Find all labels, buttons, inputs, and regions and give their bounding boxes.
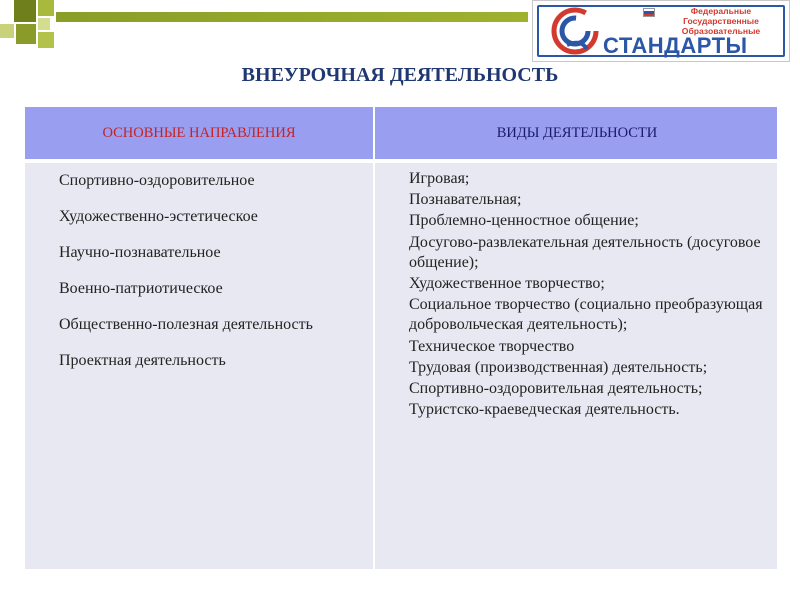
- activity-item: [383, 233, 773, 273]
- bullet-marker: [383, 379, 409, 399]
- bullet-marker: [383, 211, 409, 231]
- header-directions: ОСНОВНЫЕ НАПРАВЛЕНИЯ: [102, 125, 296, 141]
- activity-item: [383, 169, 773, 189]
- direction-item: [33, 205, 367, 229]
- activity-text: Познавательная;: [409, 191, 522, 209]
- bullet-marker: [383, 169, 409, 189]
- activities-table: [24, 106, 778, 570]
- direction-item: [33, 277, 367, 301]
- activity-text: Туристско-краеведческая деятельность.: [409, 401, 680, 419]
- bullet-marker: [383, 274, 409, 294]
- bullet-marker: [33, 349, 53, 373]
- bullet-marker: [33, 241, 53, 265]
- header-activities: ВИДЫ ДЕЯТЕЛЬНОСТИ: [496, 125, 658, 141]
- direction-item: [33, 169, 367, 193]
- fgos-emblem-icon: [551, 5, 599, 57]
- bullet-marker: [383, 337, 409, 357]
- logo-wordmark: СТАНДАРТЫ: [603, 33, 748, 58]
- activity-item: [383, 358, 773, 378]
- logo-line-2: Государственные: [683, 16, 759, 26]
- logo-line-3: Образовательные: [681, 26, 761, 36]
- direction-text: Научно-познавательное: [59, 244, 221, 261]
- bullet-marker: [383, 190, 409, 210]
- direction-text: Военно-патриотическое: [59, 280, 223, 297]
- bullet-marker: [33, 313, 53, 337]
- bullet-marker: [383, 295, 409, 335]
- direction-text: Проектная деятельность: [59, 352, 226, 369]
- activity-item: [383, 274, 773, 294]
- activity-item: [383, 400, 773, 420]
- top-accent-bar: [56, 12, 528, 22]
- activity-item: [383, 211, 773, 231]
- activity-text: Трудовая (производственная) деятельность;: [409, 358, 708, 376]
- bullet-marker: [383, 233, 409, 273]
- bullet-marker: [33, 277, 53, 301]
- decorative-squares: [0, 0, 80, 60]
- activity-text: Техническое творчество: [409, 337, 575, 355]
- bullet-marker: [383, 400, 409, 420]
- logo-line-1: Федеральные: [690, 6, 752, 16]
- direction-text: Художественно-эстетическое: [59, 208, 258, 225]
- activity-item: [383, 337, 773, 357]
- slide-title: ВНЕУРОЧНАЯ ДЕЯТЕЛЬНОСТЬ: [241, 64, 559, 86]
- activity-text: Проблемно-ценностное общение;: [409, 212, 639, 230]
- activity-text: Спортивно-оздоровительная деятельность;: [409, 380, 703, 398]
- activity-item: [383, 295, 773, 335]
- bullet-marker: [33, 205, 53, 229]
- activity-text: Игровая;: [409, 170, 470, 187]
- direction-item: [33, 313, 367, 337]
- direction-item: [33, 349, 367, 373]
- activity-text: Художественное творчество;: [409, 275, 605, 293]
- direction-text: Спортивно-оздоровительное: [59, 172, 255, 189]
- activity-item: [383, 379, 773, 399]
- fgos-logo: [532, 0, 790, 62]
- activity-item: [383, 190, 773, 210]
- header-divider: [25, 159, 777, 163]
- activities-list: [383, 169, 773, 421]
- russian-flag-icon: [643, 8, 655, 17]
- bullet-marker: [383, 358, 409, 378]
- activity-text: Социальное творчество (социально преобразующая добровольческая деятельность);: [409, 296, 763, 334]
- bullet-marker: [33, 169, 53, 193]
- activity-text: Досугово-развлекательная деятельность (досуговое общение);: [409, 233, 761, 271]
- directions-list: [33, 169, 367, 385]
- column-divider: [373, 107, 375, 569]
- logo-caption: [657, 6, 785, 36]
- direction-text: Общественно-полезная деятельность: [59, 316, 313, 333]
- direction-item: [33, 241, 367, 265]
